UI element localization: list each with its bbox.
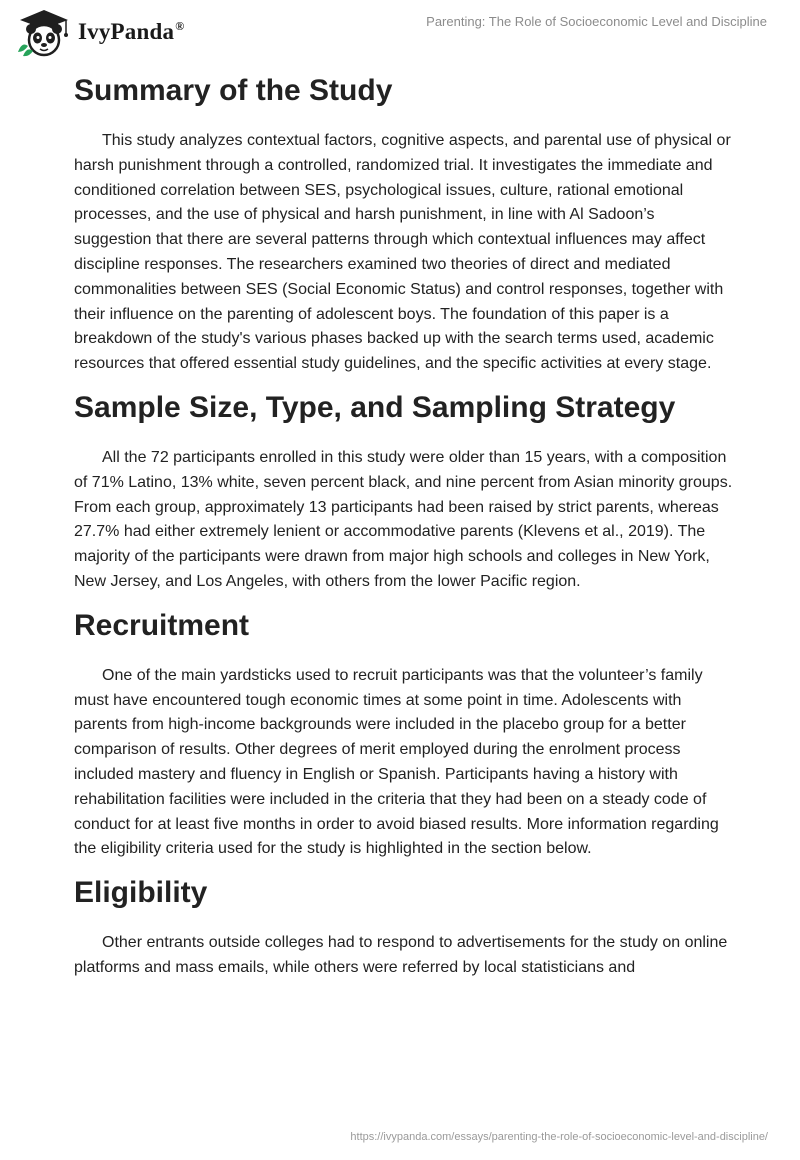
essay-content <box>74 70 734 989</box>
page-header <box>0 0 800 60</box>
brand-text: IvyPanda <box>78 19 175 44</box>
section-heading: Sample Size, Type, and Sampling Strategy <box>74 390 676 424</box>
section-paragraph: Other entrants outside colleges had to respond to advertisements for the study on online platforms and mass emails, while others were referred by local statisticians and <box>74 934 728 976</box>
brand-name[interactable] <box>78 19 184 45</box>
section-paragraph: One of the main yardsticks used to recruit participants was that the volunteer’s family must have encountered tough economic times at some point in time. Adolescents with parents from high-income backgrounds were included in the placebo group for a better comparison of results. Other degrees of merit employed during the enrolment process included mastery and fluency in English or Spanish. Participants having a history with rehabilitation facilities were included in the criteria that they had been on a steady code of conduct for at least five months in order to avoid biased results. More information regarding the eligibility criteria used for the study is highlighted in the section below. <box>74 666 719 858</box>
section-recruitment <box>74 605 734 862</box>
section-heading: Summary of the Study <box>74 74 393 107</box>
panda-graduate-icon[interactable] <box>14 8 74 58</box>
registered-mark: ® <box>175 19 185 33</box>
document-title: Parenting: The Role of Socioeconomic Level and Discipline <box>426 14 767 29</box>
source-url[interactable]: https://ivypanda.com/essays/parenting-the-role-of-socioeconomic-level-and-discipline/ <box>350 1131 768 1143</box>
section-paragraph: All the 72 participants enrolled in this study were older than 15 years, with a composition of 71% Latino, 13% white, seven percent black, and nine percent from Asian minority groups. From each group, approximately 13 participants had been raised by strict parents, whereas 27.7% had either extremely lenient or accommodative parents (Klevens et al., 2019). The majority of the participants were drawn from major high schools and colleges in New York, New Jersey, and Los Angeles, with others from the lower Pacific region. <box>74 448 733 590</box>
section-paragraph: This study analyzes contextual factors, cognitive aspects, and parental use of physical or harsh punishment through a controlled, randomized trial. It investigates the immediate and conditioned correlation between SES, psychological issues, culture, rational emotional processes, and the use of physical and harsh punishment, in line with Al Sadoon’s suggestion that there are several patterns through which contextual influences may affect discipline responses. The researchers examined two theories of direct and mediated commonalities between SES (Social Economic Status) and control responses, together with their influence on the parenting of adolescent boys. The foundation of this paper is a breakdown of the study's various phases backed up with the search terms used, academic resources that offered essential study guidelines, and the specific activities at every stage. <box>74 132 731 373</box>
section-sample-size <box>74 387 734 595</box>
section-heading: Eligibility <box>74 876 208 910</box>
section-summary <box>74 70 734 377</box>
section-heading: Recruitment <box>74 608 250 642</box>
section-eligibility <box>74 872 734 981</box>
